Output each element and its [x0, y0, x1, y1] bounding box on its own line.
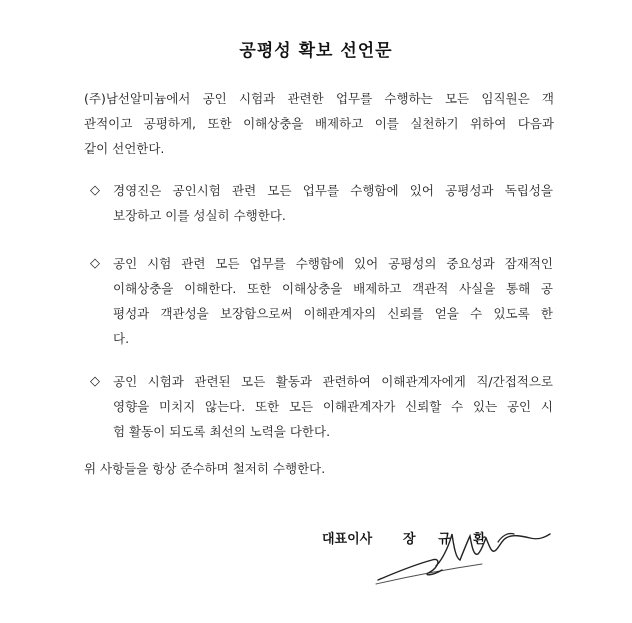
signer-name: 장 규 환 [403, 532, 495, 547]
declaration-line: 공인 시험과 관련된 모든 활동과 관련하여 이해관계자에게 직/간접적으로 [113, 374, 553, 389]
intro-line: 관적이고 공평하게, 또한 이해상충을 배제하고 이를 실천하기 위하여 다음과 [84, 116, 554, 131]
declaration-text [113, 178, 553, 228]
document-title: 공평성 확보 선언문 [239, 41, 393, 61]
diamond-bullet-icon: ◇ [90, 374, 100, 389]
diamond-bullet-icon: ◇ [90, 183, 100, 198]
declaration-line: 공인 시험 관련 모든 업무를 수행함에 있어 공평성의 중요성과 잠재적인 [113, 256, 553, 271]
closing-statement [84, 456, 554, 481]
intro-paragraph [84, 86, 554, 161]
declaration-text [113, 369, 553, 444]
handwritten-signature [372, 520, 562, 590]
closing-line: 위 사항들을 항상 준수하며 철저히 수행한다. [84, 461, 326, 476]
intro-line: 같이 선언한다. [84, 141, 165, 156]
declaration-line: 이해상충을 이해한다. 또한 이해상충을 배제하고 객관적 사실을 통해 공 [113, 281, 553, 296]
signer-title: 대표이사 [322, 532, 373, 547]
declaration-line: 보장하고 이를 성실히 수행한다. [113, 208, 286, 223]
declaration-line: 험 활동이 되도록 최선의 노력을 다한다. [113, 424, 331, 439]
declaration-line: 경영진은 공인시험 관련 모든 업무를 수행함에 있어 공평성과 독립성을 [113, 183, 553, 198]
declaration-line: 다. [113, 331, 130, 346]
declaration-line: 평성과 객관성을 보장함으로써 이해관계자의 신뢰를 얻을 수 있도록 한 [113, 306, 553, 321]
diamond-bullet-icon: ◇ [90, 256, 100, 271]
declaration-line: 영향을 미치지 않는다. 또한 모든 이해관계자가 신뢰할 수 있는 공인 시 [113, 399, 553, 414]
intro-line: (주)남선알미늄에서 공인 시험과 관련한 업무를 수행하는 모든 임직원은 객 [84, 91, 554, 106]
declaration-text [113, 251, 553, 351]
